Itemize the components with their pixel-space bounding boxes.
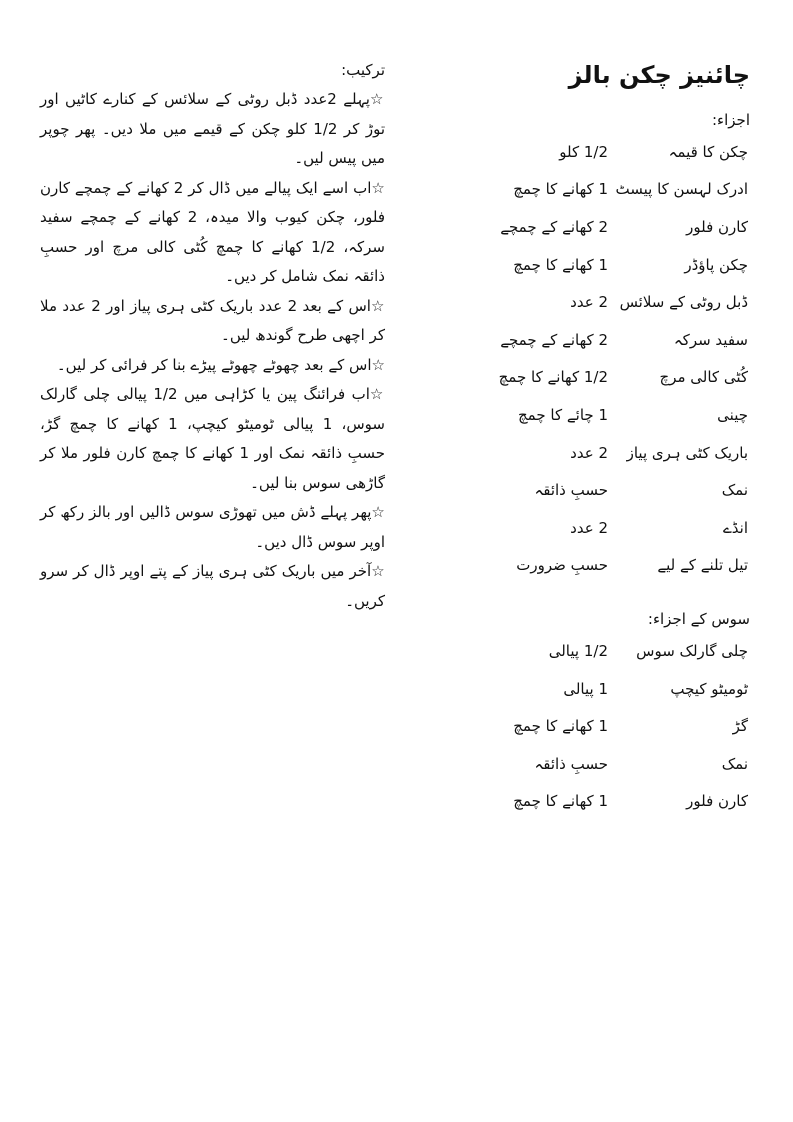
method-column bbox=[40, 55, 385, 616]
recipe-title: چائنیز چکن بالز bbox=[568, 61, 750, 89]
ingredient-item-name: تیل تلنے کے لیے bbox=[657, 556, 748, 575]
ingredient-item bbox=[480, 471, 750, 509]
method-step bbox=[40, 174, 385, 292]
ingredient-item-quantity: 2 عدد bbox=[570, 293, 608, 312]
ingredient-item bbox=[480, 208, 750, 246]
ingredient-item-name: باریک کٹی ہری پیاز bbox=[626, 443, 748, 462]
ingredient-item bbox=[480, 434, 750, 472]
ingredient-item-quantity: 1 چائے کا چمچ bbox=[518, 405, 608, 424]
sauce-ingredient-item-quantity: حسبِ ذائقہ bbox=[534, 754, 608, 773]
star-bullet-icon: ☆ bbox=[371, 562, 385, 580]
ingredient-item-quantity: 2 کھانے کے چمچے bbox=[500, 217, 608, 236]
method-step bbox=[40, 380, 385, 498]
sauce-ingredient-item bbox=[480, 632, 750, 670]
ingredient-item-quantity: حسبِ ضرورت bbox=[516, 556, 608, 575]
star-bullet-icon: ☆ bbox=[371, 355, 385, 374]
ingredient-item bbox=[480, 359, 750, 397]
sauce-ingredient-item bbox=[480, 670, 750, 708]
ingredient-item-name: سفید سرکہ bbox=[673, 330, 748, 349]
sauce-ingredient-item bbox=[480, 707, 750, 745]
ingredient-item-quantity: 2 عدد bbox=[570, 443, 608, 462]
star-bullet-icon: ☆ bbox=[369, 90, 385, 108]
star-bullet-icon: ☆ bbox=[369, 385, 386, 403]
ingredient-item-name: چکن کا قیمہ bbox=[668, 142, 748, 161]
star-bullet-icon: ☆ bbox=[371, 178, 385, 197]
ingredient-item-quantity: 2 عدد bbox=[570, 518, 608, 537]
ingredient-item bbox=[480, 509, 750, 547]
ingredient-item-quantity: حسبِ ذائقہ bbox=[534, 481, 608, 500]
ingredients-list bbox=[480, 133, 750, 584]
method-step-text: اب اسے ایک پیالے میں ڈال کر 2 کھانے کے چمچے کارن فلور، چکن کیوب والا میدہ، 2 کھانے کے چمچے سفید سرکہ، 1/2 کھانے کا چمچ کُٹی کالی مرچ اور حسبِ ذائقہ نمک شامل کر دیں۔ bbox=[40, 178, 385, 285]
ingredient-item-name: کُٹی کالی مرچ bbox=[659, 368, 748, 387]
ingredients-column bbox=[480, 55, 750, 820]
ingredient-item-name: چکن پاؤڈر bbox=[684, 255, 748, 274]
sauce-ingredient-item-quantity: 1 کھانے کا چمچ bbox=[513, 717, 608, 736]
sauce-ingredient-item-quantity: 1/2 پیالی bbox=[548, 641, 608, 660]
method-step bbox=[40, 292, 385, 351]
ingredient-item-quantity: 1/2 کلو bbox=[559, 142, 608, 161]
ingredient-item-name: ادرک لہسن کا پیسٹ bbox=[615, 180, 748, 199]
sauce-ingredient-item-name: گڑ bbox=[732, 717, 748, 736]
sauce-ingredient-item bbox=[480, 783, 750, 821]
method-step-text: اب فرائنگ پین یا کڑاہی میں 1/2 پیالی چلی گارلک سوس، 1 پیالی ٹوميٹو کیچپ، 1 کھانے کا چمچ گڑ، حسبِ ذائقہ نمک اور 1 کھانے کا چمچ کارن فلور ملا کر گاڑھی سوس بنا لیں۔ bbox=[40, 385, 386, 492]
ingredient-item-name: کارن فلور bbox=[686, 217, 748, 236]
ingredient-item bbox=[480, 396, 750, 434]
ingredient-item bbox=[480, 321, 750, 359]
method-step bbox=[40, 557, 385, 616]
star-bullet-icon: ☆ bbox=[370, 296, 386, 315]
ingredient-item-name: نمک bbox=[721, 481, 748, 500]
ingredient-item bbox=[480, 246, 750, 284]
method-step-text: آخر میں باریک کٹی ہری پیاز کے پتے اوپر ڈال کر سرو کریں۔ bbox=[40, 562, 385, 610]
ingredient-item-name: چینی bbox=[717, 405, 748, 424]
sauce-ingredient-item-name: ٹوميٹو کیچپ bbox=[670, 679, 748, 698]
sauce-ingredient-item-name: نمک bbox=[721, 754, 748, 773]
sauce-ingredient-item bbox=[480, 745, 750, 783]
ingredient-item bbox=[480, 283, 750, 321]
method-steps bbox=[40, 85, 385, 616]
ingredient-item bbox=[480, 133, 750, 171]
ingredient-item-quantity: 1 کھانے کا چمچ bbox=[513, 180, 608, 199]
sauce-ingredient-item-name: کارن فلور bbox=[686, 792, 748, 811]
method-step bbox=[40, 351, 385, 381]
method-step-text: اس کے بعد چھوٹے چھوٹے پیڑے بنا کر فرائی کر لیں۔ bbox=[56, 355, 372, 374]
ingredient-item bbox=[480, 547, 750, 585]
method-step-text: پھر پہلے ڈش میں تھوڑی سوس ڈالیں اور بالز رکھ کر اوپر سوس ڈال دیں۔ bbox=[40, 503, 385, 551]
ingredient-item bbox=[480, 171, 750, 209]
ingredients-heading: اجزاء: bbox=[712, 111, 750, 129]
ingredient-item-quantity: 1/2 کھانے کا چمچ bbox=[498, 368, 608, 387]
method-step bbox=[40, 85, 385, 174]
sauce-ingredients-list bbox=[480, 632, 750, 820]
ingredient-item-name: ڈبل روٹی کے سلائس bbox=[619, 293, 748, 312]
ingredient-item-name: انڈے bbox=[722, 518, 748, 537]
ingredient-item-quantity: 2 کھانے کے چمچے bbox=[500, 330, 608, 349]
method-step bbox=[40, 498, 385, 557]
sauce-ingredient-item-name: چلی گارلک سوس bbox=[636, 641, 748, 660]
ingredient-item-quantity: 1 کھانے کا چمچ bbox=[513, 255, 608, 274]
method-step-text: پہلے 2عدد ڈبل روٹی کے سلائس کے کنارے کاٹیں اور توڑ کر 1/2 کلو چکن کے قیمے میں ملا دیں۔ پھر چوپر میں پیس لیں۔ bbox=[40, 90, 386, 167]
star-bullet-icon: ☆ bbox=[371, 503, 386, 521]
sauce-ingredient-item-quantity: 1 کھانے کا چمچ bbox=[513, 792, 608, 811]
method-heading: ترکیب: bbox=[341, 61, 385, 79]
sauce-ingredient-item-quantity: 1 پیالی bbox=[563, 679, 608, 698]
method-step-text: اس کے بعد 2 عدد باریک کٹی ہری پیاز اور 2 عدد ملا کر اچھی طرح گوندھ لیں۔ bbox=[40, 296, 385, 344]
sauce-ingredients-heading: سوس کے اجزاء: bbox=[647, 610, 750, 629]
